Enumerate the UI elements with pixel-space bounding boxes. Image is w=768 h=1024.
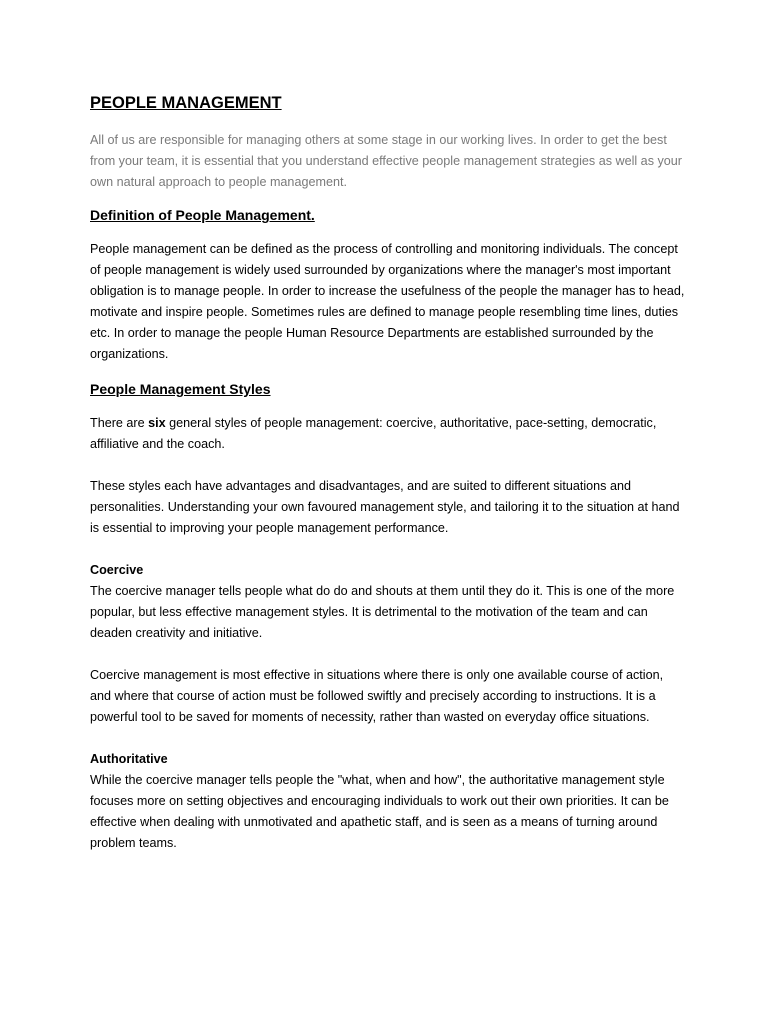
styles-paragraph-2: These styles each have advantages and disadvantages, and are suited to different situations and personalities. Understanding your own favoured management style, and tailoring it to the situation at hand is essential to improving your people management performance.	[90, 479, 680, 535]
styles-intro-bold: six	[148, 416, 166, 430]
styles-intro-paragraph	[90, 413, 686, 455]
coercive-paragraph-2: Coercive management is most effective in situations where there is only one available course of action, and where that course of action must be followed swiftly and precisely according to instructions. It is a powerful tool to be saved for moments of necessity, rather than wasted on everyday office situations.	[90, 668, 664, 724]
definition-paragraph: People management can be defined as the process of controlling and monitoring individuals. The concept of people management is widely used surrounded by organizations where the manager's most important obligation is to manage people. In order to increase the usefulness of the people the manager has to head, motivate and inspire people. Sometimes rules are defined to manage people resembling time lines, duties etc. In order to manage the people Human Resource Departments are established surrounded by the organizations.	[90, 242, 685, 361]
definition-heading: Definition of People Management.	[90, 207, 315, 223]
styles-heading: People Management Styles	[90, 381, 271, 397]
document-title: PEOPLE MANAGEMENT	[90, 94, 282, 112]
styles-intro-post: general styles of people management: coercive, authoritative, pace-setting, democratic, affiliative and the coach.	[90, 416, 657, 451]
coercive-paragraph-1: The coercive manager tells people what do do and shouts at them until they do it. This is one of the more popular, but less effective management styles. It is detrimental to the motivation of the team and can deaden creativity and initiative.	[90, 584, 675, 640]
styles-intro-pre: There are	[90, 416, 149, 430]
authoritative-heading: Authoritative	[90, 752, 168, 766]
coercive-heading: Coercive	[90, 563, 144, 577]
authoritative-paragraph-1: While the coercive manager tells people the "what, when and how", the authoritative management style focuses more on setting objectives and encouraging individuals to work out their own priorities. It can be effective when dealing with unmotivated and apathetic staff, and is seen as a means of turning around problem teams.	[90, 773, 669, 850]
intro-paragraph: All of us are responsible for managing others at some stage in our working lives. In order to get the best from your team, it is essential that you understand effective people management strategies as well as your own natural approach to people management.	[90, 133, 682, 189]
